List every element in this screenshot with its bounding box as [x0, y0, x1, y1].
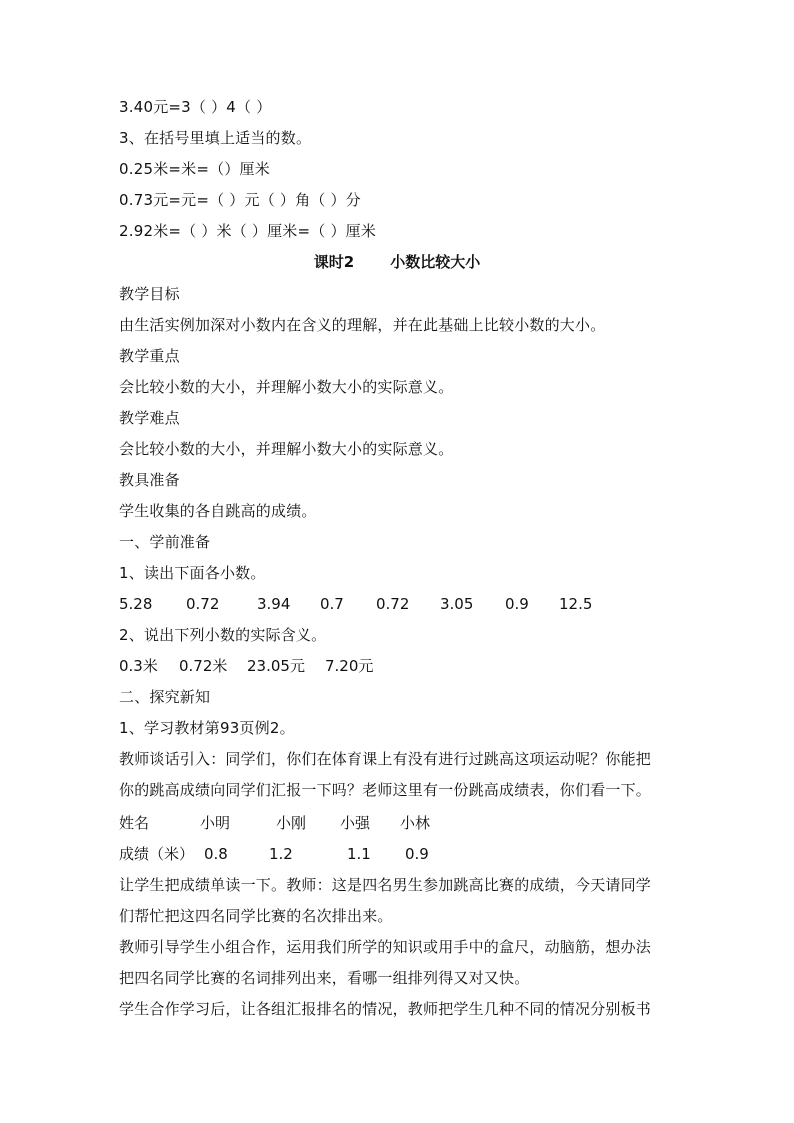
text-line: 会比较小数的大小，并理解小数大小的实际意义。 — [119, 440, 454, 458]
decimal-item: 0.72 — [376, 595, 410, 613]
table-header-cell: 小刚 — [276, 814, 307, 832]
score-table-header — [119, 813, 679, 833]
text-line: 2、说出下列小数的实际含义。 — [119, 626, 327, 644]
decimal-item: 3.94 — [257, 595, 291, 613]
meaning-item: 0.72米 — [179, 657, 228, 675]
table-cell: 0.8 — [204, 845, 228, 863]
section-heading: 教学难点 — [119, 409, 180, 427]
lesson-title-number: 课时2 — [313, 253, 355, 271]
text-line: 教师引导学生小组合作，运用我们所学的知识或用手中的盒尺，动脑筋，想办法 — [119, 938, 652, 956]
text-line: 教师谈话引入：同学们，你们在体育课上有没有进行过跳高这项运动呢？你能把 — [119, 750, 652, 768]
table-cell: 1.1 — [347, 845, 371, 863]
table-header-cell: 小明 — [200, 814, 231, 832]
text-line: 们帮忙把这四名同学比赛的名次排出来。 — [119, 907, 393, 925]
table-cell: 成绩（米） — [119, 845, 195, 863]
decimal-item: 0.72 — [186, 595, 220, 613]
text-line: 3、在括号里填上适当的数。 — [119, 129, 312, 147]
text-line: 1、学习教材第93页例2。 — [119, 719, 295, 737]
text-line: 1、读出下面各小数。 — [119, 564, 266, 582]
table-cell: 1.2 — [269, 845, 293, 863]
decimal-item: 0.7 — [320, 595, 344, 613]
meaning-item: 0.3米 — [119, 657, 158, 675]
decimal-item: 0.9 — [505, 595, 529, 613]
text-line: 学生合作学习后，让各组汇报排名的情况，教师把学生几种不同的情况分别板书 — [119, 1000, 652, 1018]
lesson-title — [0, 252, 794, 272]
text-line: 让学生把成绩单读一下。教师：这是四名男生参加跳高比赛的成绩，今天请同学 — [119, 876, 652, 894]
text-line: 会比较小数的大小，并理解小数大小的实际意义。 — [119, 378, 454, 396]
table-header-cell: 小林 — [400, 814, 431, 832]
text-line: 学生收集的各自跳高的成绩。 — [119, 502, 317, 520]
text-line: 0.25米=米=（）厘米 — [119, 160, 270, 178]
section-heading: 一、学前准备 — [119, 533, 211, 551]
table-header-cell: 小强 — [340, 814, 371, 832]
decimal-item: 12.5 — [559, 595, 593, 613]
table-cell: 0.9 — [405, 845, 429, 863]
decimal-item: 5.28 — [119, 595, 153, 613]
text-line: 你的跳高成绩向同学们汇报一下吗？老师这里有一份跳高成绩表，你们看一下。 — [119, 781, 652, 799]
meaning-item: 23.05元 — [247, 657, 305, 675]
section-heading: 二、探究新知 — [119, 688, 211, 706]
score-table-row — [119, 844, 679, 864]
text-line: 3.40元=3（ ）4（ ） — [119, 98, 272, 116]
text-line: 把四名同学比赛的名词排列出来，看哪一组排列得又对又快。 — [119, 969, 530, 987]
section-heading: 教学重点 — [119, 347, 180, 365]
decimal-item: 3.05 — [440, 595, 474, 613]
meaning-item: 7.20元 — [325, 657, 374, 675]
text-line: 0.73元=元=（ ）元（ ）角（ ）分 — [119, 191, 361, 209]
text-line: 由生活实例加深对小数内在含义的理解，并在此基础上比较小数的大小。 — [119, 316, 606, 334]
text-line: 2.92米=（ ）米（ ）厘米=（ ）厘米 — [119, 222, 377, 240]
meaning-list — [119, 656, 679, 676]
section-heading: 教学目标 — [119, 285, 180, 303]
table-header-cell: 姓名 — [119, 814, 150, 832]
lesson-title-topic: 小数比较大小 — [390, 253, 481, 271]
decimal-list — [119, 594, 679, 614]
section-heading: 教具准备 — [119, 471, 180, 489]
